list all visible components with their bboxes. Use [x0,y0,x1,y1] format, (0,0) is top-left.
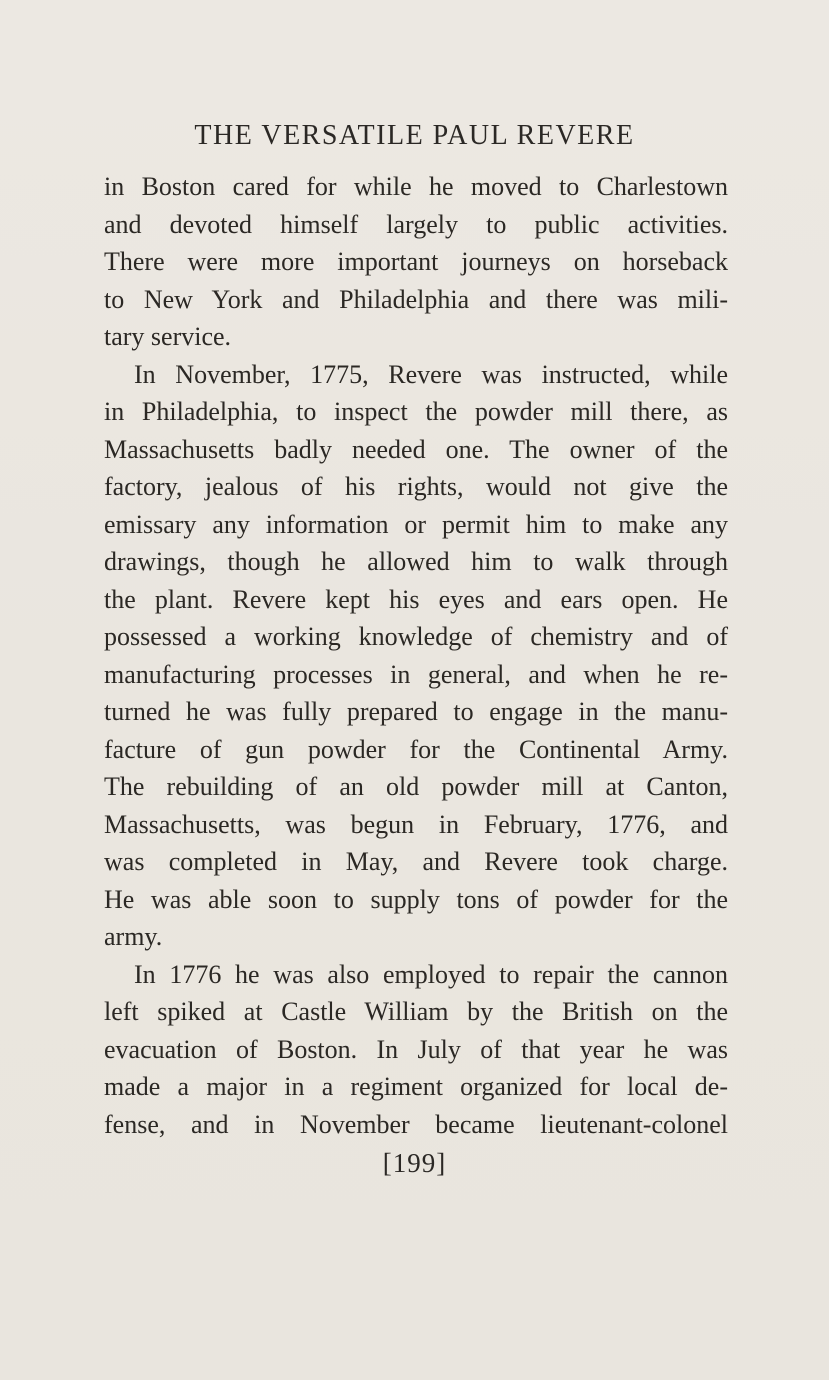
text-line: In November, 1775, Revere was instructed, while [134,359,728,389]
text-line: and devoted himself largely to public activities. [104,209,728,239]
text-line: made a major in a regiment organized for local de- [104,1072,728,1101]
text-line: to New York and Philadelphia and there was mili- [104,284,728,314]
text-line: Massachusetts, was begun in February, 1776, and [104,809,728,839]
running-title: THE VERSATILE PAUL REVERE [194,120,635,151]
text-line: army. [104,922,163,951]
text-line: the plant. Revere kept his eyes and ears open. He [104,584,728,614]
text-line: drawings, though he allowed him to walk through [104,547,728,576]
text-line: possessed a working knowledge of chemistry and of [104,622,728,651]
text-line: emissary any information or permit him to make any [104,509,728,539]
text-line: Massachusetts badly needed one. The owner of the [104,434,728,464]
text-line: He was able soon to supply tons of powder for the [104,884,728,914]
text-line: manufacturing processes in general, and when he re- [104,659,728,689]
text-line: left spiked at Castle William by the British on the [104,997,728,1026]
text-line: turned he was fully prepared to engage in the manu- [104,697,728,726]
page-number: [199] [382,1148,447,1178]
text-line: evacuation of Boston. In July of that year he was [104,1034,728,1064]
text-line: In 1776 he was also employed to repair the cannon [134,959,728,989]
text-line: in Boston cared for while he moved to Charlestown [104,172,728,201]
text-line: tary service. [104,322,232,351]
text-line: fense, and in November became lieutenant-colonel [104,1109,728,1139]
text-line: was completed in May, and Revere took charge. [104,847,728,876]
text-line: in Philadelphia, to inspect the powder mill there, as [104,397,728,426]
text-line: factory, jealous of his rights, would not give the [104,472,728,501]
text-line: The rebuilding of an old powder mill at Canton, [104,772,728,801]
body-text [104,168,728,1143]
text-line: There were more important journeys on horseback [104,247,728,276]
text-line: facture of gun powder for the Continental Army. [104,734,728,764]
